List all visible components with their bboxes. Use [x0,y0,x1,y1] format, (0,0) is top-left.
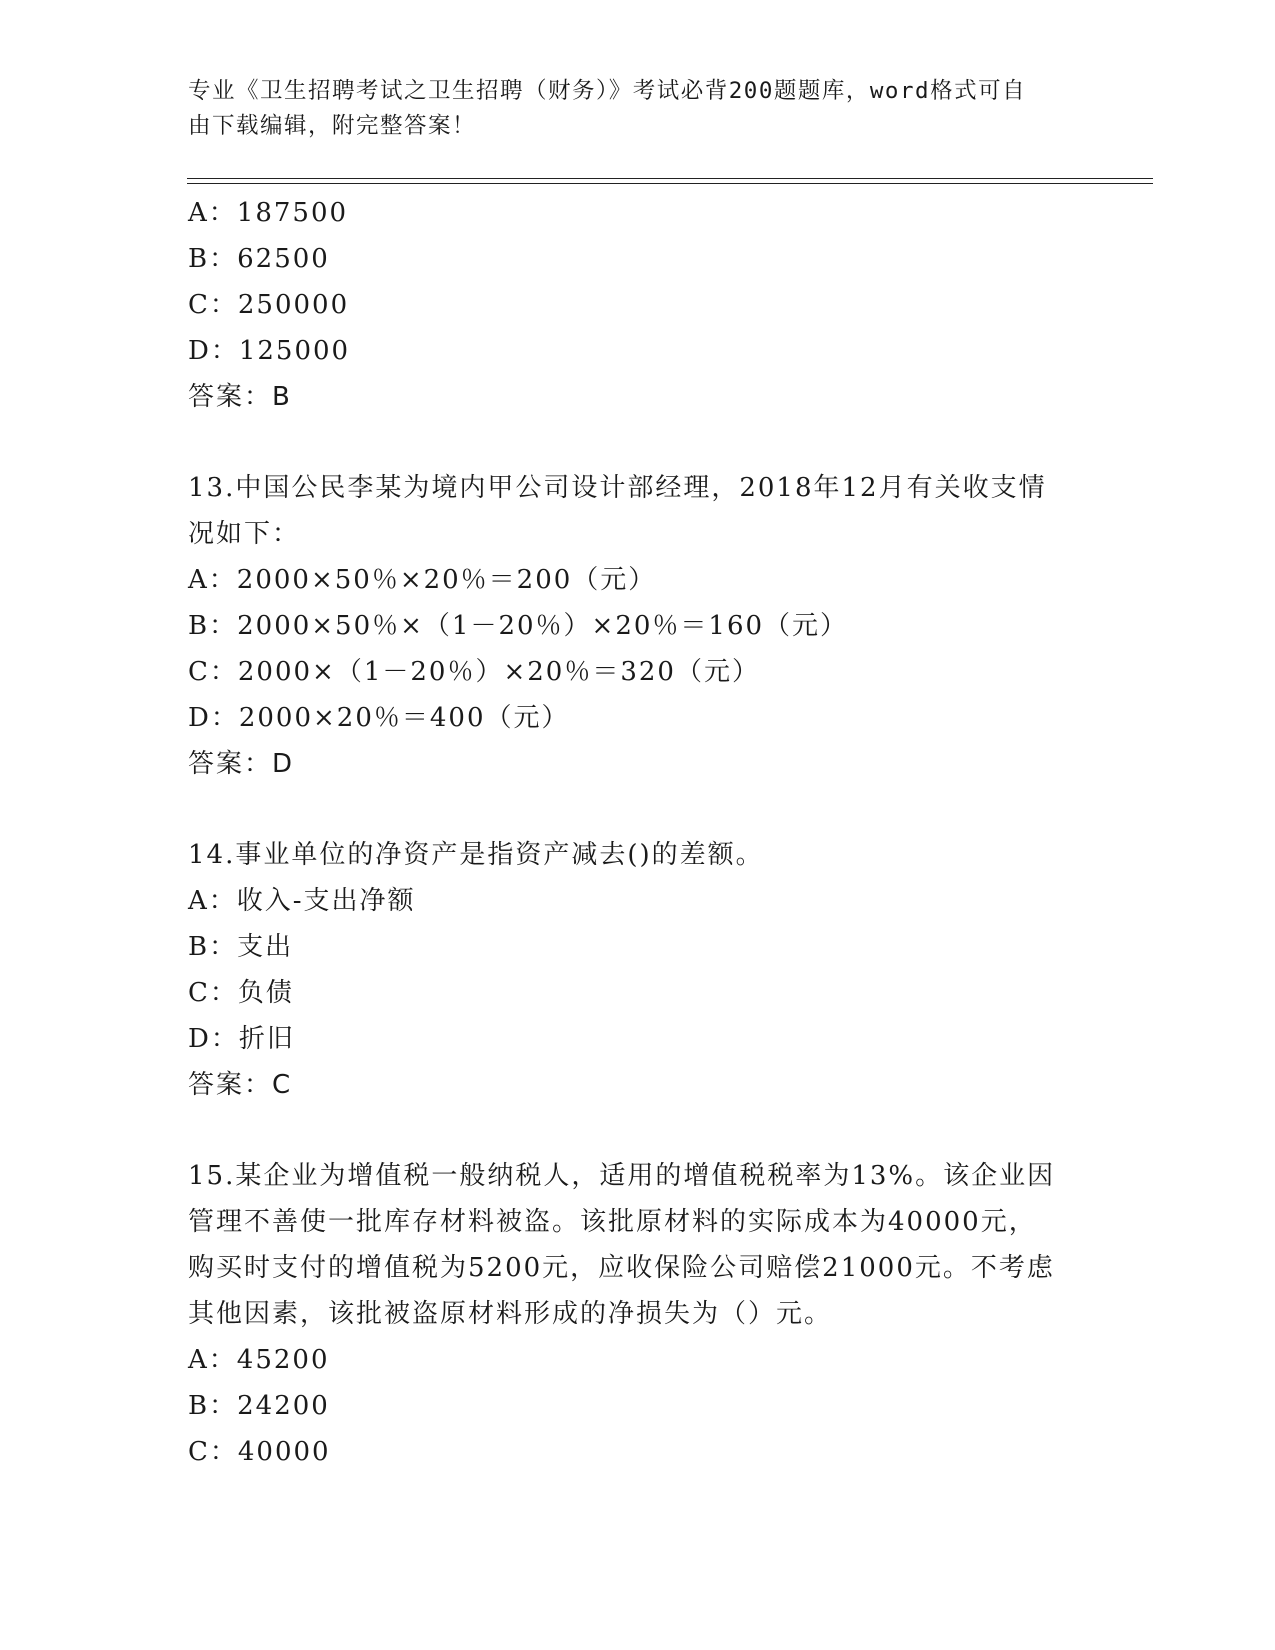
header-line-2: 由下载编辑，附完整答案！ [188,113,477,139]
option-c: C：负债 [188,978,294,1008]
spacer [188,787,1088,832]
prev-question-block [188,190,1088,420]
option-b: B：2000×50％×（1－20％）×20％＝160（元） [188,611,849,641]
question-13-stem-line-2: 况如下： [188,519,301,549]
answer-line: 答案：D [188,749,295,779]
answer-line: 答案：C [188,1070,293,1100]
question-13-block [188,465,1088,787]
option-a: A：45200 [188,1345,330,1375]
option-d: D：125000 [188,336,351,366]
answer-line: 答案：B [188,382,292,412]
header-divider-top [187,178,1153,179]
option-a: A：收入-支出净额 [188,886,416,916]
document-header [188,74,1088,144]
question-15-stem-line-1: 15.某企业为增值税一般纳税人，适用的增值税税率为13%。该企业因 [188,1161,1056,1191]
option-a: A：2000×50％×20％＝200（元） [188,565,657,595]
question-content [188,190,1088,1475]
option-c: C：2000×（1－20％）×20％＝320（元） [188,657,760,687]
question-15-stem-line-3: 购买时支付的增值税为5200元，应收保险公司赔偿21000元。不考虑 [188,1253,1055,1283]
question-15-stem-line-2: 管理不善使一批库存材料被盗。该批原材料的实际成本为40000元， [188,1207,1037,1237]
question-14-stem: 14.事业单位的净资产是指资产减去()的差额。 [188,840,764,870]
option-b: B：24200 [188,1391,330,1421]
header-divider-bottom [187,183,1153,184]
question-15-block [188,1153,1088,1475]
option-c: C：250000 [188,290,350,320]
spacer [188,420,1088,465]
question-13-stem-line-1: 13.中国公民李某为境内甲公司设计部经理，2018年12月有关收支情 [188,473,1047,503]
spacer [188,1108,1088,1153]
question-15-stem-line-4: 其他因素，该批被盗原材料形成的净损失为（）元。 [188,1299,833,1329]
option-b: B：支出 [188,932,294,962]
option-d: D：折旧 [188,1024,295,1054]
question-14-block [188,832,1088,1108]
header-line-1: 专业《卫生招聘考试之卫生招聘（财务）》考试必背200题题库，word格式可自 [188,78,1027,104]
option-b: B：62500 [188,244,330,274]
option-d: D：2000×20％＝400（元） [188,703,570,733]
option-c: C：40000 [188,1437,331,1467]
option-a: A：187500 [188,198,349,228]
